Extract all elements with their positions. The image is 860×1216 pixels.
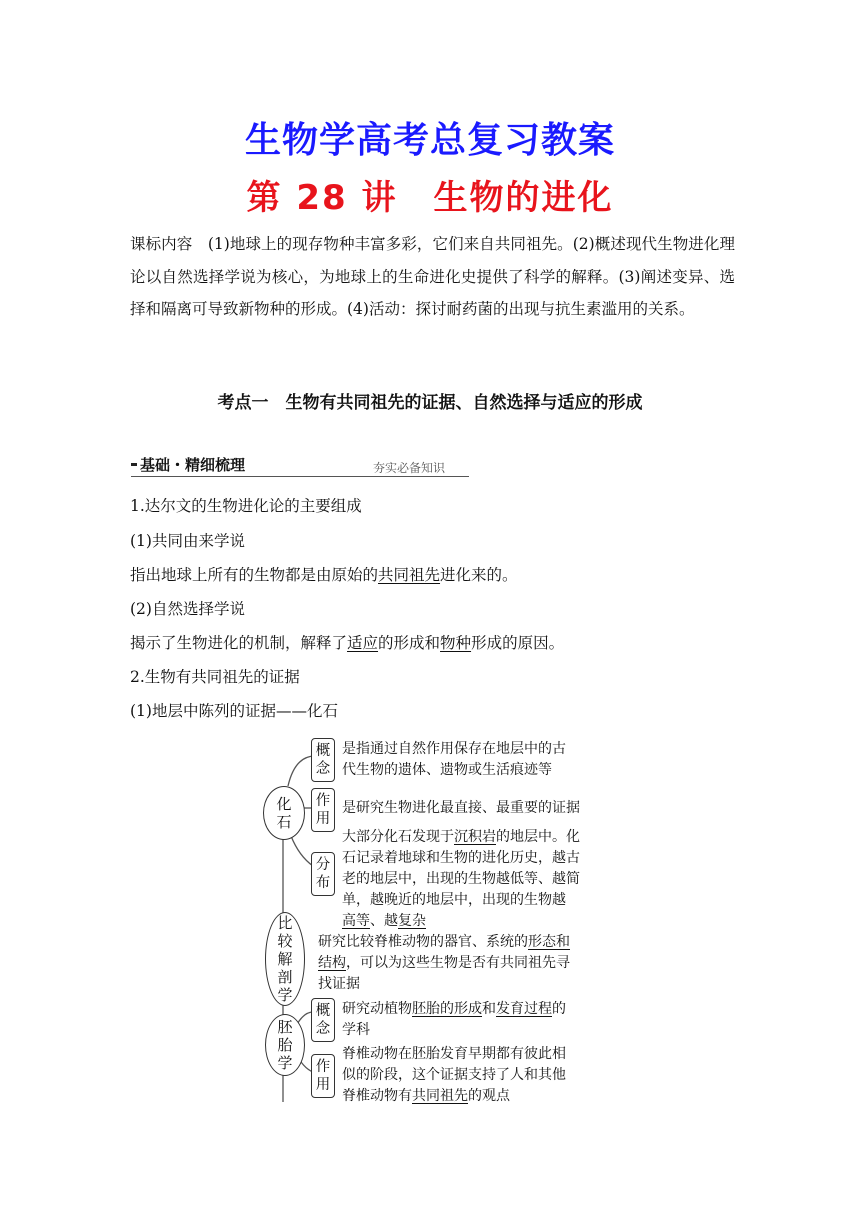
answer-blank: 适应 — [347, 634, 379, 652]
banner-label: 基础・精细梳理 — [140, 456, 246, 474]
text-span: 的形成和 — [378, 634, 441, 652]
text-line: (1)地层中陈列的证据——化石 — [130, 702, 338, 720]
text-line — [130, 631, 564, 653]
text-span: 指出地球上所有的生物都是由原始的 — [130, 566, 379, 584]
banner-underline — [131, 476, 469, 477]
text-span: 进化来的。 — [440, 566, 518, 584]
text-line: (2)自然选择学说 — [130, 600, 245, 618]
text-line — [130, 563, 518, 585]
section-heading: 考点一 生物有共同祖先的证据、自然选择与适应的形成 — [217, 393, 643, 413]
banner-subtitle: 夯实必备知识 — [373, 461, 446, 475]
banner-bullet-icon — [131, 463, 137, 466]
box-embryology-role: 作 用 — [311, 1054, 335, 1098]
curriculum-standards — [130, 228, 735, 326]
box-embryology-concept: 概 念 — [311, 998, 335, 1042]
node-comparative-anatomy: 比 较 解 剖 学 — [265, 912, 305, 1006]
anatomy-text: 研究比较脊椎动物的器官、系统的形态和 结构，可以为这些生物是否有共同祖先寻 找证据 — [318, 934, 570, 992]
box-fossil-concept: 概 念 — [311, 738, 335, 782]
box-fossil-distribution: 分 布 — [311, 852, 335, 896]
standards-label: 课标内容 — [130, 235, 193, 253]
fossil-concept-text: 是指通过自然作用保存在地层中的古 代生物的遗体、遗物或生活痕迹等 — [342, 741, 566, 778]
text-line: (1)共同由来学说 — [130, 532, 245, 550]
text-line: 1.达尔文的生物进化论的主要组成 — [130, 497, 362, 515]
doc-title: 生物学高考总复习教案 — [244, 120, 615, 161]
node-embryology: 胚 胎 学 — [265, 1014, 305, 1076]
answer-blank: 共同祖先 — [378, 566, 441, 584]
box-fossil-role: 作 用 — [311, 788, 335, 832]
embryology-role-text: 脊椎动物在胚胎发育早期都有彼此相 似的阶段，这个证据支持了人和其他 脊椎动物有共同祖先的观点 — [342, 1046, 566, 1104]
embryology-concept-text: 研究动植物胚胎的形成和发育过程的 学科 — [342, 1001, 566, 1038]
node-fossil: 化 石 — [263, 786, 305, 840]
evidence-mind-map — [255, 736, 615, 1106]
fossil-role-text: 是研究生物进化最直接、最重要的证据 — [342, 800, 580, 816]
text-span: 形成的原因。 — [471, 634, 565, 652]
text-line: 2.生物有共同祖先的证据 — [130, 668, 300, 686]
text-span: 揭示了生物进化的机制，解释了 — [130, 634, 348, 652]
standards-text: (1)地球上的现存物种丰富多彩，它们来自共同祖先。(2)概述现代生物进化理论以自然选择学说为核心，为地球上的生命进化史提供了科学的解释。(3)阐述变异、选择和隔离可导致新物种的形成。(4)活动：探讨耐药菌的出现与抗生素滥用的关系。 — [130, 235, 735, 318]
fossil-distribution-text: 大部分化石发现于沉积岩的地层中。化 石记录着地球和生物的进化历史，越古 老的地层中，出现的生物越低等、越简 单，越晚近的地层中，出现的生物越 高等、越复杂 — [342, 829, 580, 929]
section-banner — [131, 452, 471, 478]
answer-blank: 物种 — [440, 634, 472, 652]
lecture-title: 第 28 讲 生物的进化 — [246, 178, 614, 218]
